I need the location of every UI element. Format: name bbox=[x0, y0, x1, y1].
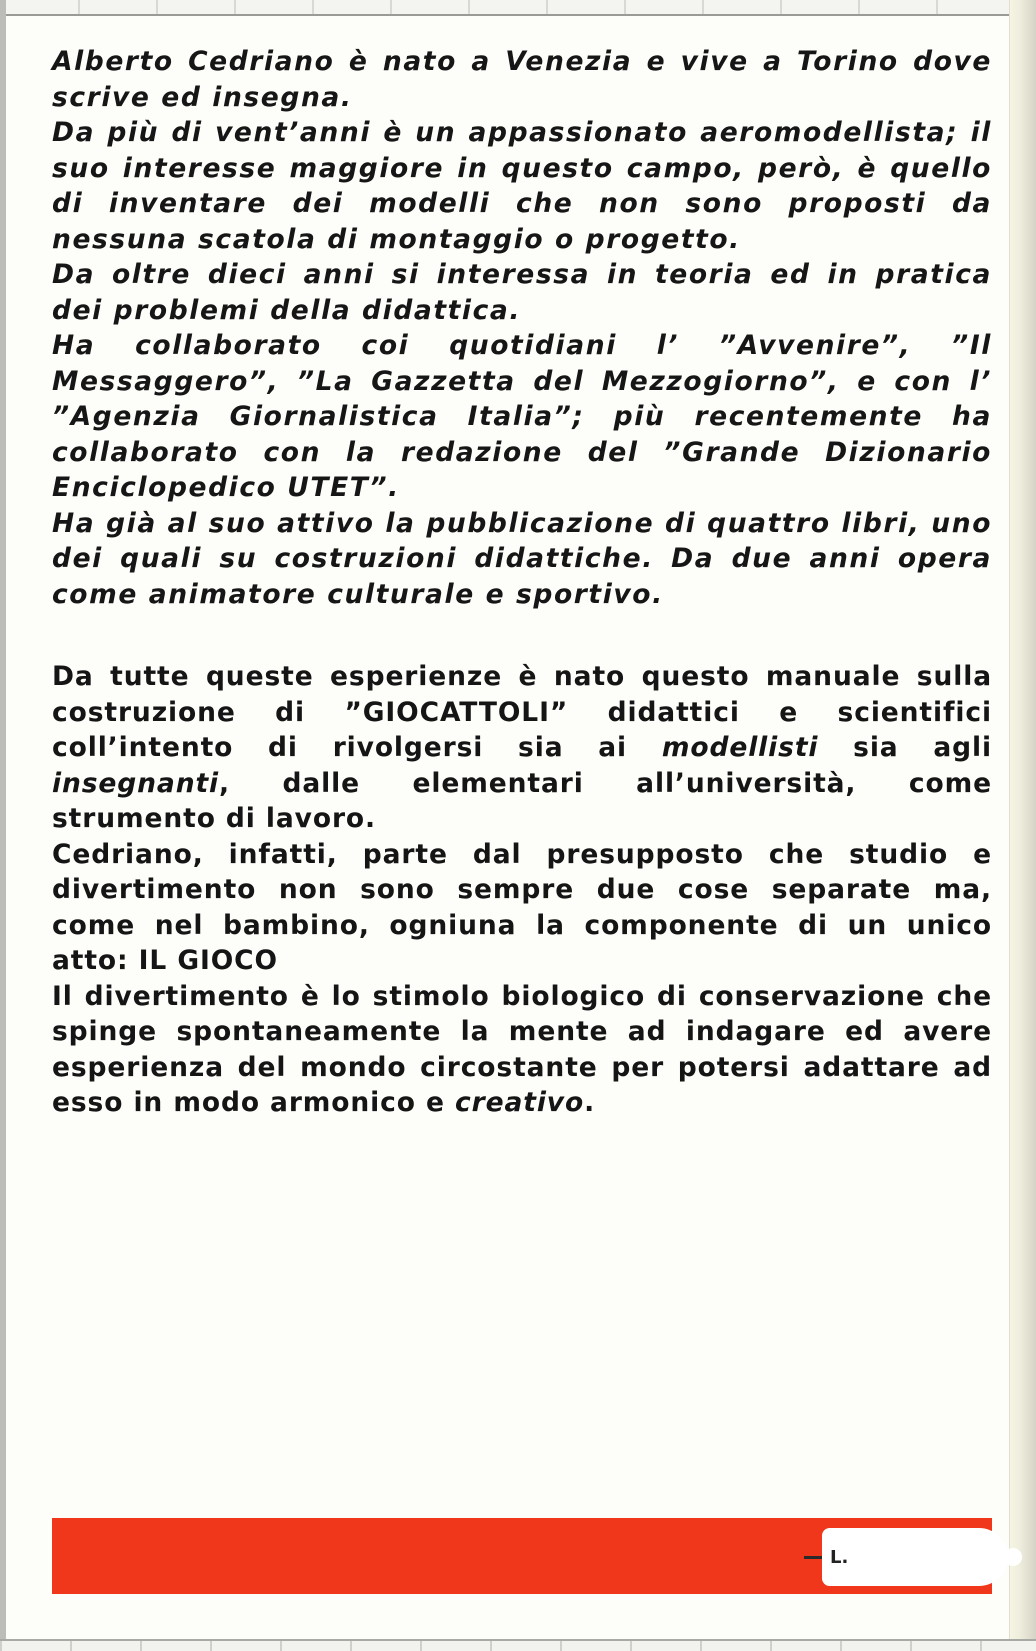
book-description bbox=[52, 659, 992, 1121]
bio-paragraph: Ha già al suo attivo la pubblicazione di quattro libri, uno dei quali su costruzioni didattiche. Da due anni opera come animatore culturale e sportivo. bbox=[52, 507, 992, 610]
scan-bottom-edge bbox=[0, 1639, 1036, 1651]
bio-paragraph: Ha collaborato coi quotidiani l’ ”Avvenire”, ”Il Messaggero”, ”La Gazzetta del Mezzogiorno”, e con l’ ”Agenzia Giornalistica Italia”; più recentemente ha collaborato con la redazione del ”Grande Dizionario Enciclopedico UTET”. bbox=[52, 330, 992, 503]
price-dash bbox=[804, 1556, 822, 1559]
description-paragraph: Da tutte queste esperienze è nato questo manuale sulla costruzione di ”GIOCATTOLI” didattici e scientifici coll’intento di rivolgersi sia ai modellisti sia agli insegnanti, dalle elementari all’università, come strumento di lavoro. bbox=[52, 661, 992, 834]
scan-left-edge bbox=[0, 0, 6, 1651]
scan-right-edge bbox=[1009, 0, 1036, 1651]
scan-top-edge bbox=[0, 0, 1036, 16]
red-cover-band bbox=[52, 1518, 992, 1594]
author-biography bbox=[52, 44, 992, 612]
bio-paragraph: Da più di vent’anni è un appassionato aeromodellista; il suo interesse maggiore in questo campo, però, è quello di inventare dei modelli che non sono proposti da nessuna scatola di montaggio o progetto. bbox=[52, 117, 992, 255]
description-paragraph: Cedriano, infatti, parte dal presupposto che studio e divertimento non sono sempre due cose separate ma, come nel bambino, ogniuna la componente di un unico atto: IL GIOCO bbox=[52, 838, 992, 976]
bio-paragraph: Alberto Cedriano è nato a Venezia e vive a Torino dove scrive ed insegna. bbox=[52, 46, 992, 113]
price-tag bbox=[822, 1528, 1008, 1586]
bio-paragraph: Da oltre dieci anni si interessa in teoria ed in pratica dei problemi della didattica. bbox=[52, 259, 992, 326]
price-currency-label: L. bbox=[830, 1546, 849, 1568]
description-paragraph: Il divertimento è lo stimolo biologico di conservazione che spinge spontaneamente la mente ad indagare ed avere esperienza del mondo circostante per potersi adattare ad esso in modo armonico e creativo. bbox=[52, 980, 992, 1118]
